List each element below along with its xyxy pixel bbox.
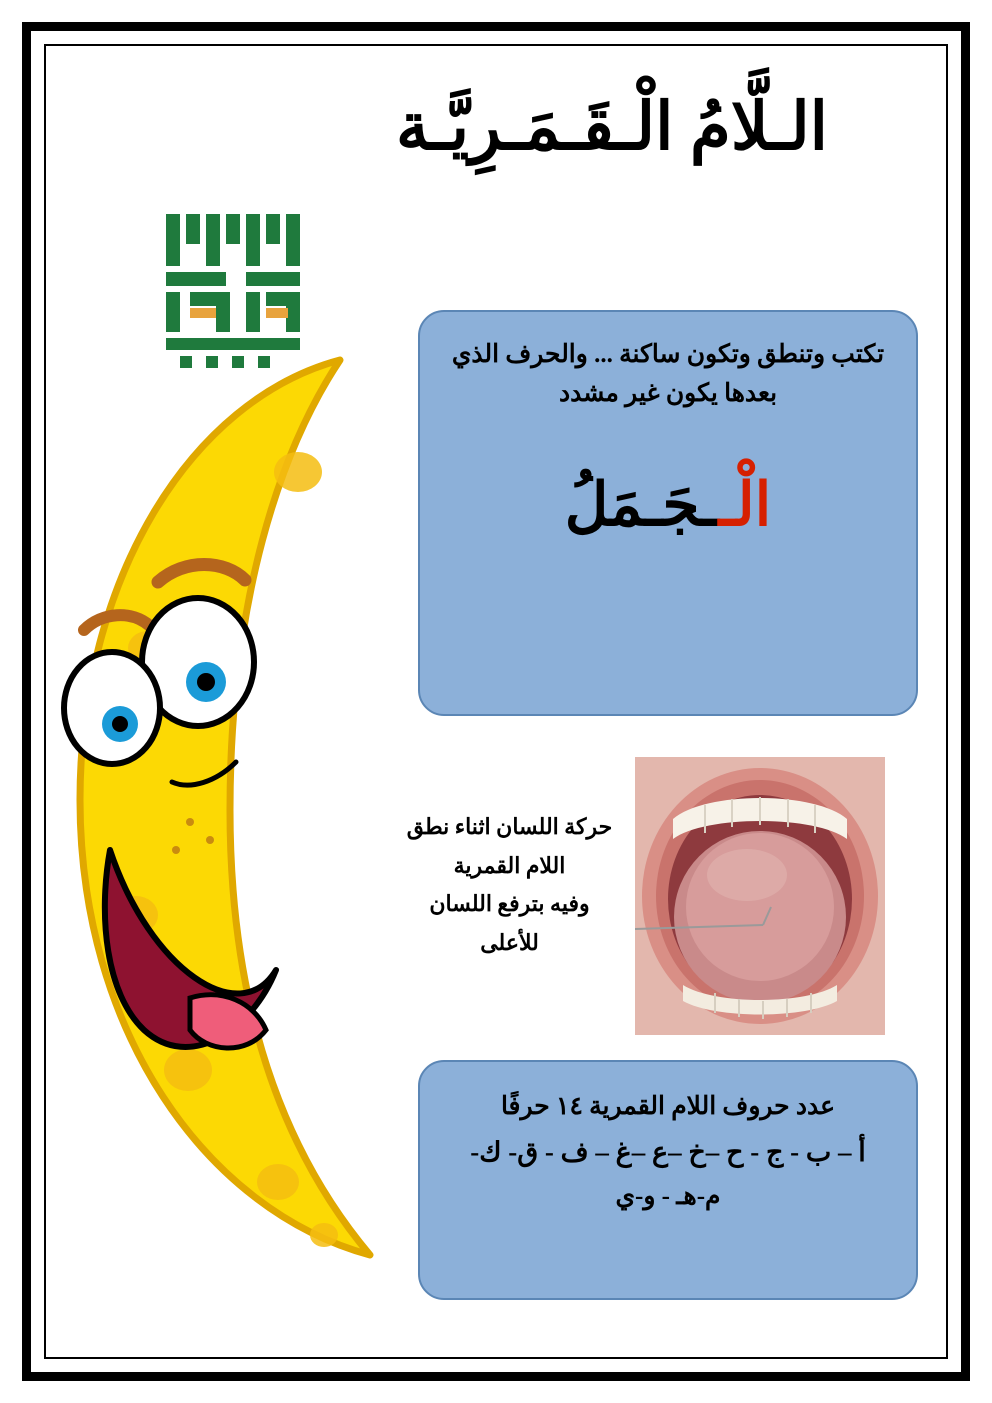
letters-line-2: م-هـ - و-ي — [615, 1183, 721, 1210]
letters-panel — [418, 1060, 918, 1300]
example-word-highlight: الْـ — [718, 471, 772, 538]
example-word-rest: ـجَـمَلُ — [564, 471, 719, 538]
letters-line-1: أ – ب - ج - ح –خ –ع –غ – ف - ق- ك- — [470, 1136, 866, 1167]
mouth-caption-line3: وفيه بترفع اللسان للأعلى — [429, 891, 590, 955]
page-title: الـلَّامُ الْـقَـمَـرِيَّـة — [395, 91, 829, 164]
crescent-moon-illustration — [40, 330, 460, 1270]
definition-text: تكتب وتنطق وتكون ساكنة ... والحرف الذي بعدها يكون غير مشدد — [451, 341, 885, 407]
mouth-caption-line1: حركة اللسان اثناء نطق — [406, 814, 613, 839]
mouth-tongue-image — [635, 757, 885, 1035]
letters-heading: عدد حروف اللام القمرية ١٤ حرفًا — [500, 1093, 836, 1120]
mouth-caption — [402, 808, 617, 962]
definition-panel — [418, 310, 918, 716]
example-word — [448, 470, 888, 540]
mouth-caption-line2: اللام القمرية — [453, 852, 566, 878]
